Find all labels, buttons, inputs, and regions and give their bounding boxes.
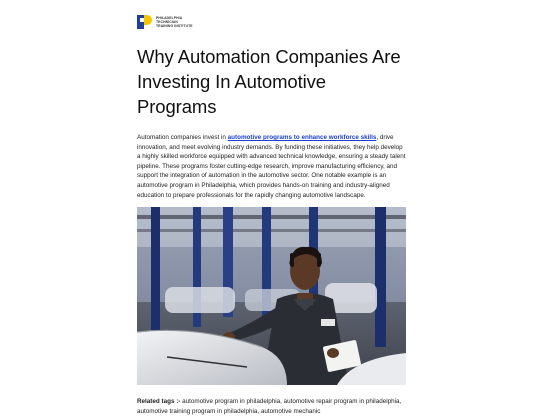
institute-logo-icon	[137, 14, 152, 30]
technician-photo	[137, 207, 406, 385]
related-tags-text: automotive program in philadelphia, automotive repair program in philadelphia, automotive training program in philadelphia, automotive mechanic	[137, 398, 402, 416]
automotive-programs-link[interactable]: automotive programs to enhance workforce skills	[227, 134, 377, 141]
logo-line-2: TECHNICIAN	[156, 19, 178, 24]
site-logo[interactable]	[137, 12, 406, 32]
related-tags	[137, 397, 406, 417]
intro-text-before: Automation companies invest in	[137, 134, 228, 141]
logo-line-1: PHILADELPHIA	[156, 15, 183, 20]
related-tags-label: Related tags :-	[137, 398, 181, 406]
intro-text-after: , drive innovation, and meet evolving industry demands. By funding these initiatives, they help develop a highly skilled workforce equipped with advanced technical knowledge, ensuring a steady talent pipeline. These programs foster cutting-edge research, improve manufacturing efficiency, and support the integration of automation in the automotive sector. One notable example is an automotive program in Philadelphia, which provides hands-on training and industry-aligned education to prepare professionals for the rapidly changing automotive landscape.	[137, 134, 406, 199]
article-page	[137, 12, 406, 417]
article-title: Why Automation Companies Are Investing In Automotive Programs	[137, 46, 401, 117]
article-intro	[137, 133, 406, 200]
logo-line-3: TRAINING INSTITUTE	[156, 24, 193, 29]
logo-wordmark	[156, 16, 193, 29]
